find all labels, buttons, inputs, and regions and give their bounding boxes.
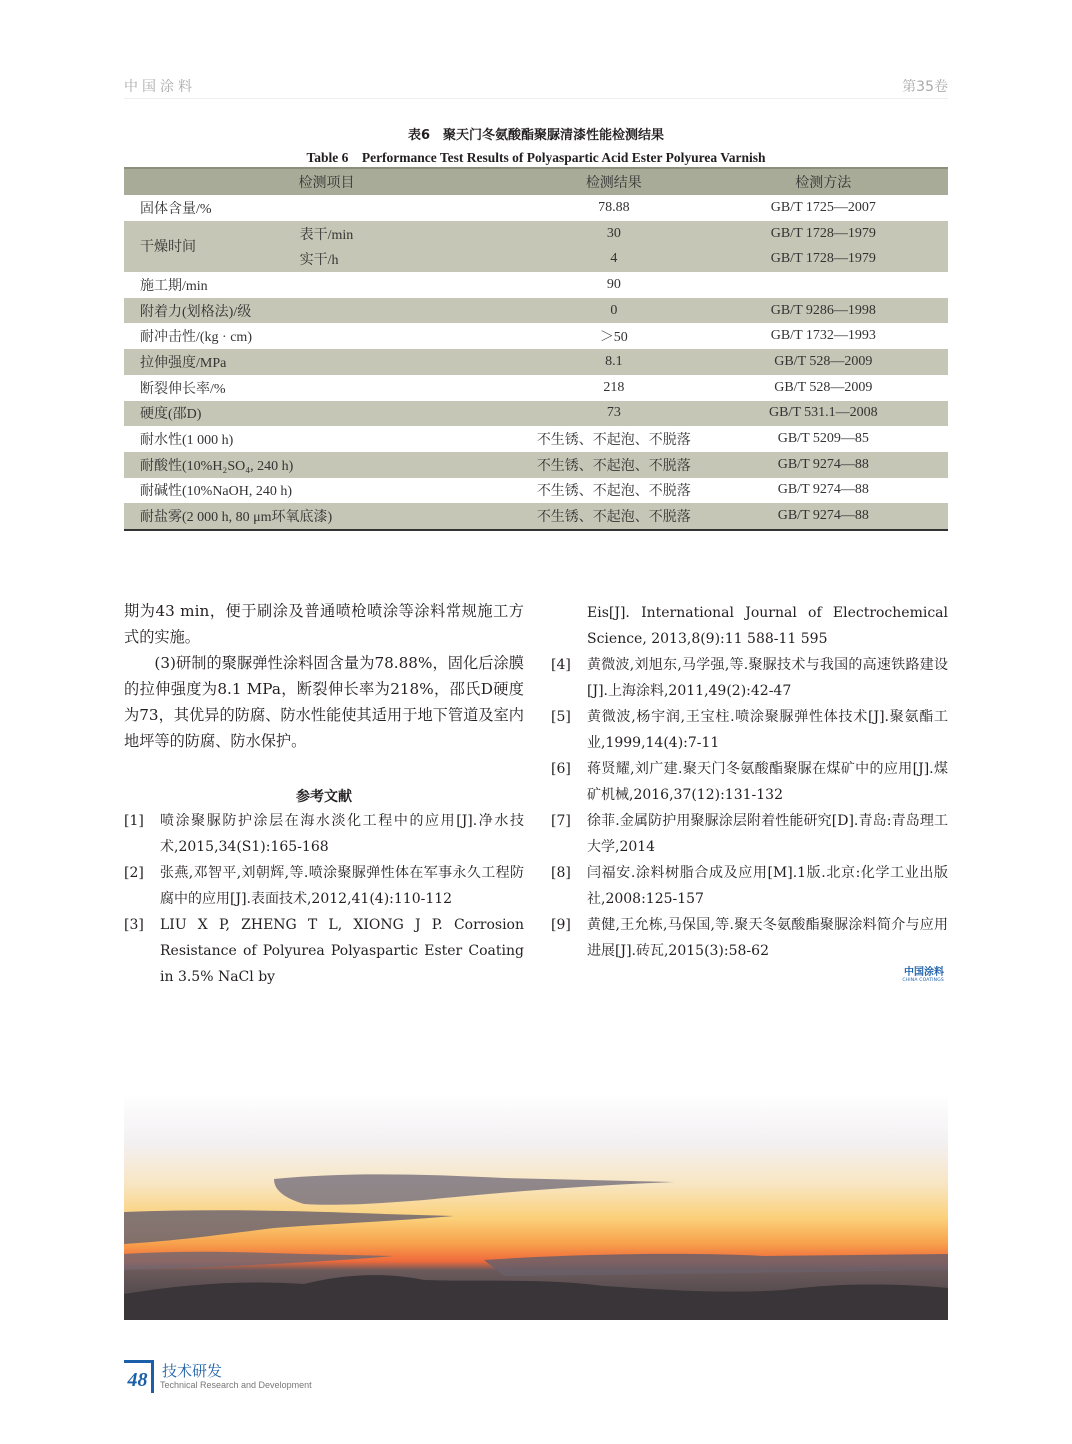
cell-result: 不生锈、不起泡、不脱落 xyxy=(529,503,699,530)
reference-text: LIU X P, ZHENG T L, XIONG J P. Corrosion Resistance of Polyurea Polyaspartic Ester Coating in 3.5% NaCl by xyxy=(160,917,524,985)
reference-text: 黄微波,杨宇润,王宝柱.喷涂聚脲弹性体技术[J].聚氨酯工业,1999,14(4):7-11 xyxy=(587,709,948,751)
cell-result: 4 xyxy=(529,246,699,272)
cell-result: 不生锈、不起泡、不脱落 xyxy=(536,484,691,500)
reference-item xyxy=(551,912,948,964)
body-text xyxy=(124,598,524,754)
cell-method: GB/T 1728—1979 xyxy=(699,221,948,247)
table-row xyxy=(124,503,948,530)
cell-item: 附着力(划格法)/级 xyxy=(124,298,529,324)
reference-number: [5] xyxy=(551,709,571,725)
cell-result: 8.1 xyxy=(529,349,699,375)
running-head xyxy=(124,76,948,99)
reference-text: 张燕,邓智平,刘朝辉,等.喷涂聚脲弹性体在军事永久工程防腐中的应用[J].表面技术,2012,41(4):110-112 xyxy=(160,865,524,907)
cell-method: GB/T 9274—88 xyxy=(777,482,869,498)
section-name-en: Technical Research and Development xyxy=(160,1380,312,1390)
reference-item xyxy=(551,652,948,704)
table-header-row xyxy=(124,168,948,195)
table-row xyxy=(124,401,948,427)
cell-method: GB/T 1728—1979 xyxy=(699,246,948,272)
cell-item: 干燥时间 xyxy=(124,221,300,272)
cell-method: GB/T 1725—2007 xyxy=(770,199,876,215)
logo-en: CHINA COATINGS xyxy=(902,978,944,983)
reference-text: 喷涂聚脲防护涂层在海水淡化工程中的应用[J].净水技术,2015,34(S1):165-168 xyxy=(160,813,524,855)
reference-item xyxy=(551,860,948,912)
paragraph: 期为43 min，便于刷涂及普通喷枪喷涂等涂料常规施工方式的实施。 xyxy=(124,602,524,646)
journal-name: 中国涂料 xyxy=(124,79,196,95)
cell-item: 耐碱性(10%NaOH, 240 h) xyxy=(140,484,293,500)
reference-text: 徐菲.金属防护用聚脲涂层附着性能研究[D].青岛:青岛理工大学,2014 xyxy=(587,813,948,855)
reference-item xyxy=(124,860,524,912)
cell-item: 耐冲击性/(kg · cm) xyxy=(140,330,252,346)
reference-item-continued xyxy=(551,600,948,652)
header-item: 检测项目 xyxy=(124,168,529,195)
reference-item xyxy=(551,808,948,860)
cell-item: 硬度(邵D) xyxy=(124,401,529,427)
reference-number: [7] xyxy=(551,813,571,829)
reference-number: [8] xyxy=(551,865,571,881)
cell-item: 耐水性(1 000 h) xyxy=(140,433,234,449)
cell-method: GB/T 528—2009 xyxy=(699,349,948,375)
header-result: 检测结果 xyxy=(529,168,699,195)
reference-text: 蒋贤耀,刘广建.聚天门冬氨酸酯聚脲在煤矿中的应用[J].煤矿机械,2016,37(12):131-132 xyxy=(587,761,948,803)
reference-text: Eis[J]. International Journal of Electrochemical Science, 2013,8(9):11 588-11 595 xyxy=(587,605,948,647)
paragraph: (3)研制的聚脲弹性涂料固含量为78.88%，固化后涂膜的拉伸强度为8.1 MPa，断裂伸长率为218%，邵氏D硬度为73，其优异的防腐、防水性能使其适用于地下管道及室内地坪等的防腐、防水保护。 xyxy=(124,654,524,750)
cell-result: 不生锈、不起泡、不脱落 xyxy=(529,452,699,478)
cell-item: 断裂伸长率/% xyxy=(140,381,226,397)
cell-item: 固体含量/% xyxy=(140,201,212,217)
cell-result: ＞50 xyxy=(599,330,628,346)
table-row xyxy=(124,452,948,478)
cell-method xyxy=(699,272,948,298)
table-row xyxy=(124,195,948,221)
header-method: 检测方法 xyxy=(699,168,948,195)
table-row xyxy=(124,349,948,375)
table-row xyxy=(124,272,948,298)
cell-subitem: 表干/min xyxy=(300,221,529,247)
sunset-landscape-image xyxy=(124,1094,948,1320)
cell-item: 拉伸强度/MPa xyxy=(124,349,529,375)
reference-number: [3] xyxy=(124,917,144,933)
reference-item xyxy=(124,912,524,990)
references-title: 参考文献 xyxy=(296,789,352,805)
table-caption-cn: 表6 聚天门冬氨酸酯聚脲清漆性能检测结果 xyxy=(407,128,665,143)
cell-item: 施工期/min xyxy=(140,278,208,294)
table-row xyxy=(124,221,948,247)
results-table xyxy=(124,167,948,531)
reference-number: [2] xyxy=(124,865,144,881)
table-row xyxy=(124,323,948,349)
reference-text: 黄健,王允栋,马保国,等.聚天冬氨酸酯聚脲涂料简介与应用进展[J].砖瓦,2015(3):58-62 xyxy=(587,917,948,959)
page-number: 48 xyxy=(124,1360,154,1393)
reference-number: [9] xyxy=(551,917,571,933)
cell-method: GB/T 528—2009 xyxy=(774,379,873,395)
reference-number: [1] xyxy=(124,813,144,829)
cell-result: 30 xyxy=(529,221,699,247)
cell-method: GB/T 5209—85 xyxy=(777,431,869,447)
reference-text: 闫福安.涂料树脂合成及应用[M].1版.北京:化学工业出版社,2008:125-157 xyxy=(587,865,948,907)
cell-method: GB/T 9286—1998 xyxy=(699,298,948,324)
sunset-photo xyxy=(124,1094,948,1320)
volume-label: 第35卷 xyxy=(902,79,948,95)
cell-result: 218 xyxy=(603,379,625,395)
reference-item xyxy=(551,756,948,808)
table-row xyxy=(124,478,948,504)
table-caption-en: Table 6 Performance Test Results of Polyaspartic Acid Ester Polyurea Varnish xyxy=(306,150,766,165)
china-coatings-logo xyxy=(896,963,944,983)
reference-number: [4] xyxy=(551,657,571,673)
reference-item xyxy=(551,704,948,756)
cell-item: 耐酸性(10%H₂SO₄, 240 h) xyxy=(124,452,529,478)
table-row xyxy=(124,426,948,452)
logo-cn: 中国涂料 xyxy=(904,967,944,978)
cell-method: GB/T 1732—1993 xyxy=(770,328,876,344)
cell-subitem: 实干/h xyxy=(300,246,529,272)
section-name-cn: 技术研发 xyxy=(162,1362,223,1380)
references-list-left xyxy=(124,808,524,990)
reference-number: [6] xyxy=(551,761,571,777)
cell-method: GB/T 9274—88 xyxy=(699,452,948,478)
cell-result: 不生锈、不起泡、不脱落 xyxy=(536,433,691,449)
table-row xyxy=(124,298,948,324)
cell-result: 90 xyxy=(606,276,621,292)
reference-item xyxy=(124,808,524,860)
cell-item: 耐盐雾(2 000 h, 80 μm环氧底漆) xyxy=(124,503,529,530)
cell-method: GB/T 531.1—2008 xyxy=(699,401,948,427)
cell-method: GB/T 9274—88 xyxy=(699,503,948,530)
cell-result: 0 xyxy=(529,298,699,324)
reference-text: 黄微波,刘旭东,马学强,等.聚脲技术与我国的高速铁路建设[J].上海涂料,2011,49(2):42-47 xyxy=(587,657,948,699)
references-list-right xyxy=(551,600,948,964)
cell-result: 78.88 xyxy=(598,199,630,215)
cell-result: 73 xyxy=(529,401,699,427)
table-row xyxy=(124,375,948,401)
reference-number xyxy=(551,600,587,652)
